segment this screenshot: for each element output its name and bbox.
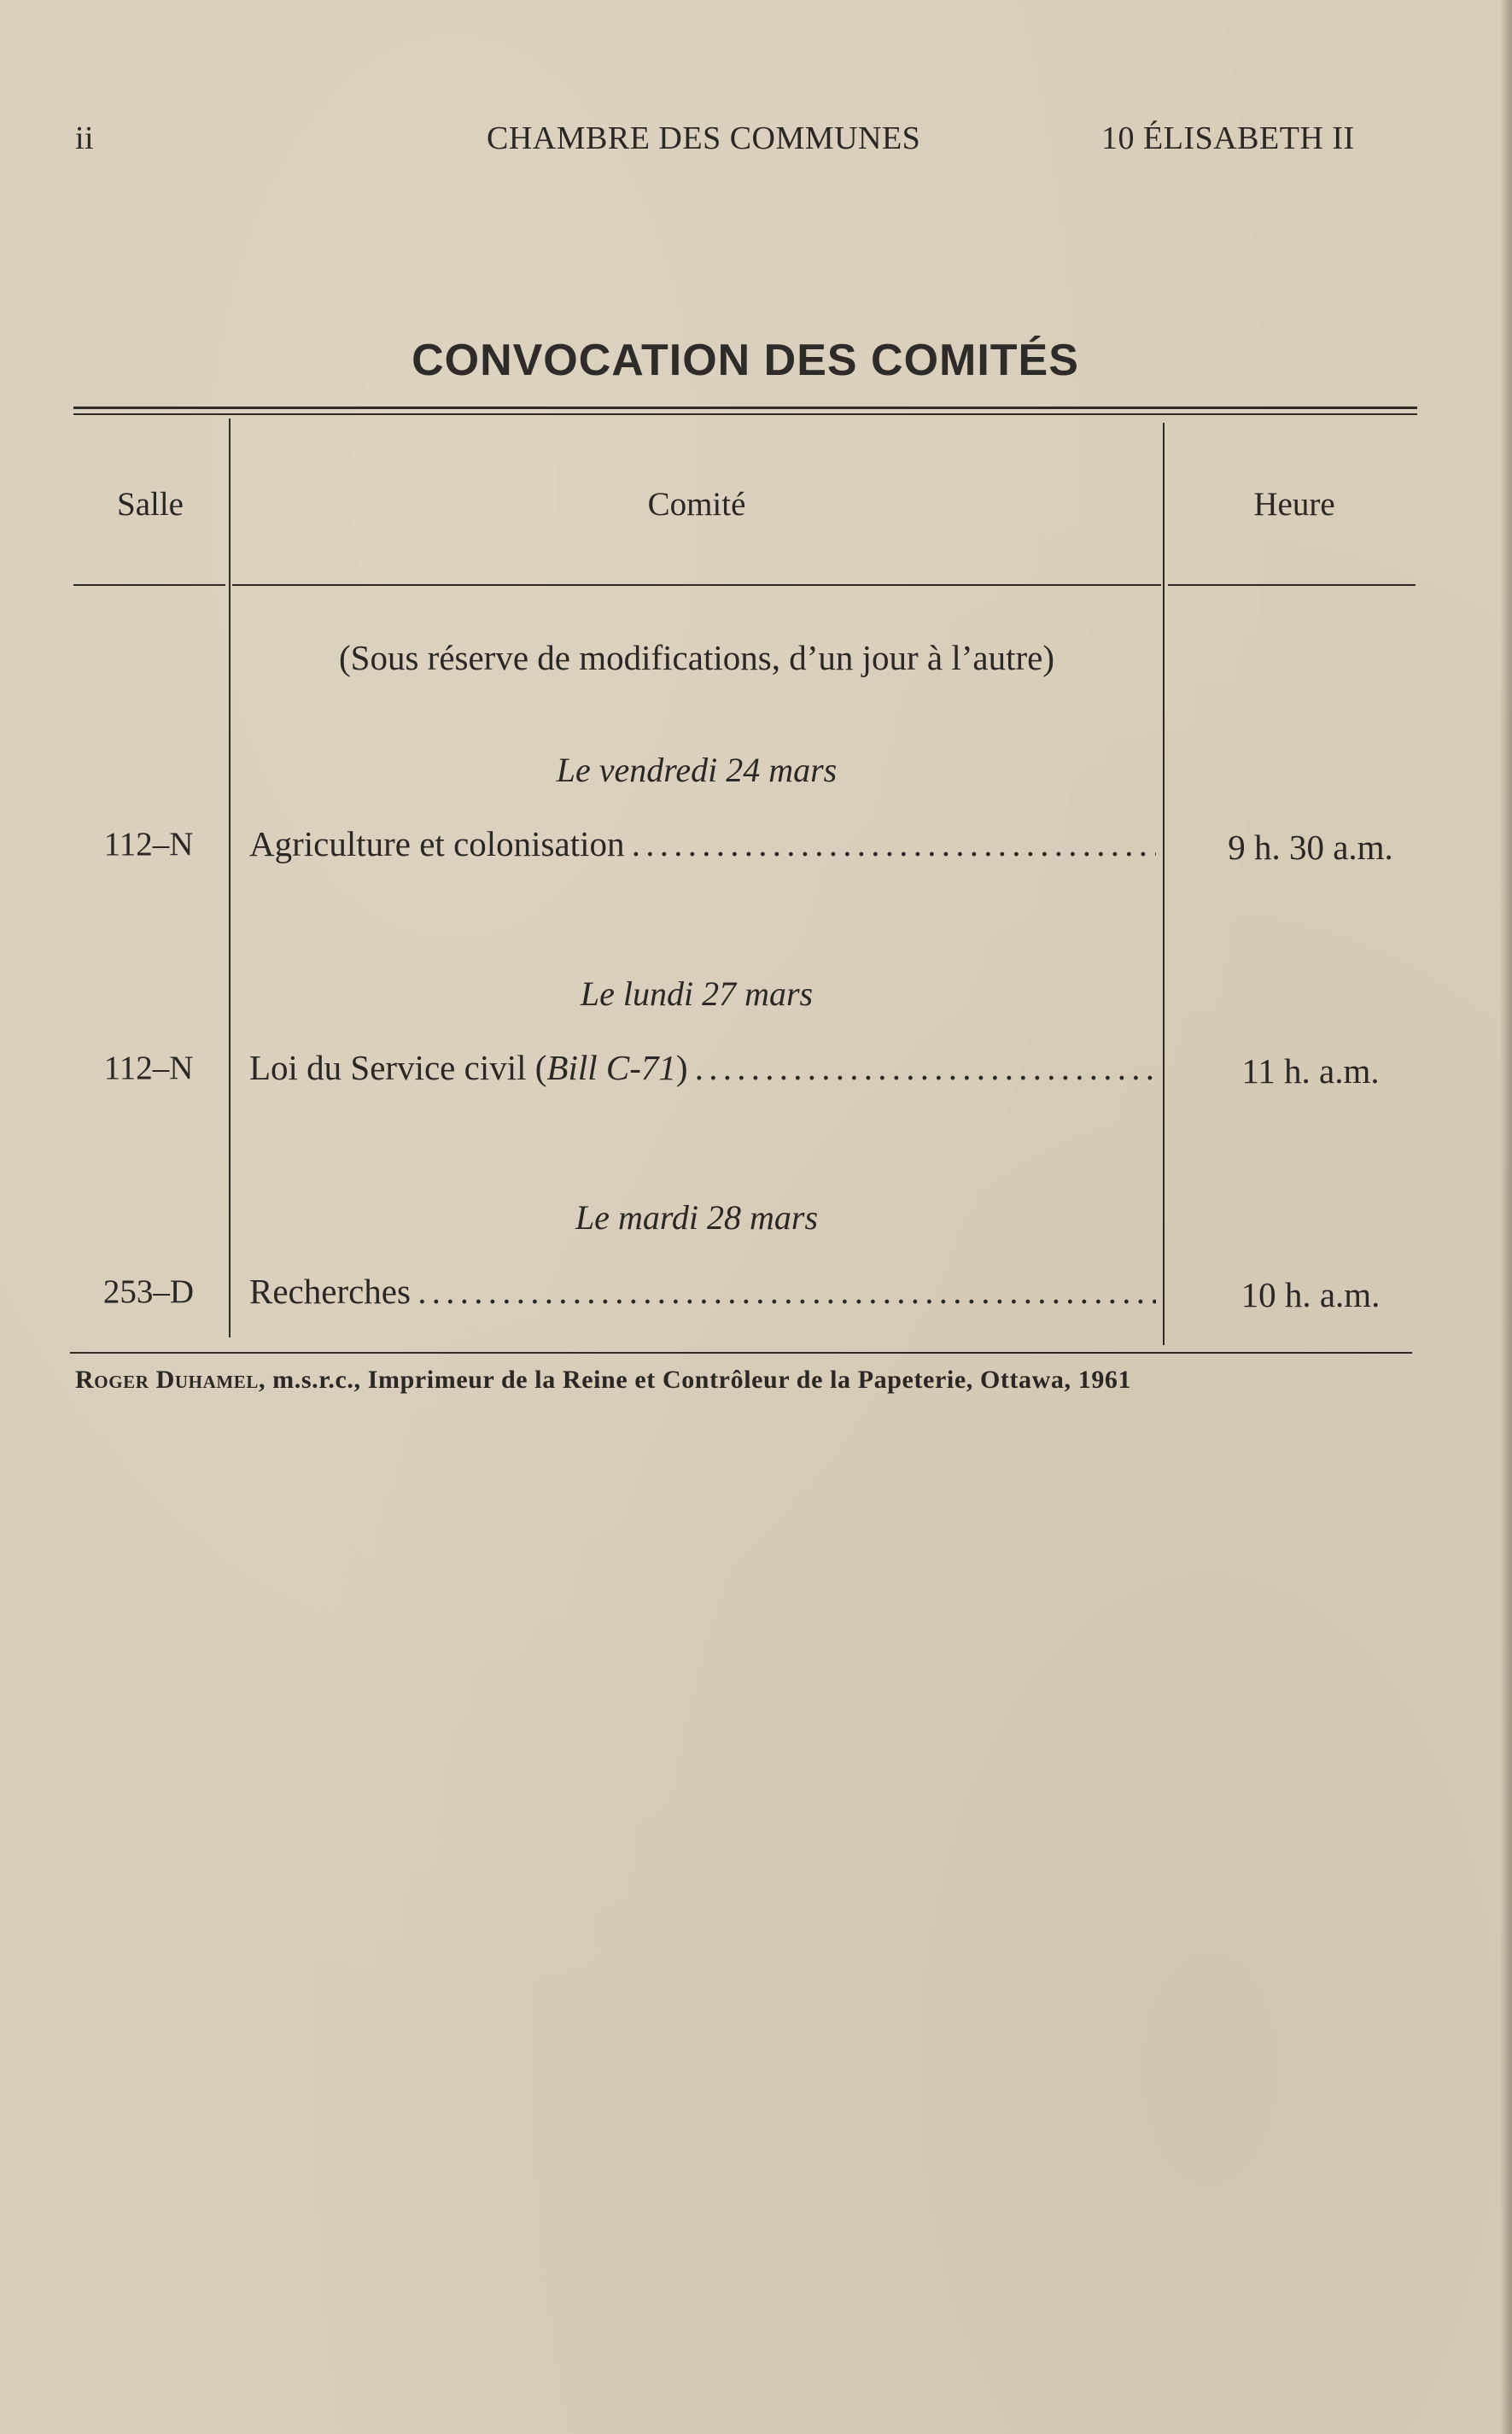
room-number: 112–N: [103, 1050, 194, 1086]
committee-label: Loi du Service civil (: [249, 1048, 547, 1087]
committee-name: [249, 823, 1156, 864]
column-header-time: Heure: [1253, 486, 1335, 523]
column-header-room: Salle: [117, 486, 184, 523]
column-divider-right: [1163, 423, 1165, 1345]
page-title: CONVOCATION DES COMITÉS: [412, 336, 1079, 385]
meeting-time: 9 h. 30 a.m.: [1228, 828, 1393, 867]
table-bottom-rule: [70, 1352, 1412, 1354]
page-edge-shadow: [1500, 0, 1512, 2434]
committee-label-close: ): [675, 1048, 688, 1087]
date-line: Le vendredi 24 mars: [556, 751, 838, 789]
meeting-time: 11 h. a.m.: [1241, 1051, 1380, 1091]
bill-number: Bill C-71: [546, 1048, 676, 1087]
regnal-year: 10 ÉLISABETH II: [1101, 120, 1355, 156]
printer-name: Roger Duhamel: [75, 1366, 259, 1394]
imprint-rest: , m.s.r.c., Imprimeur de la Reine et Contrôleur de la Papeterie, Ottawa, 1961: [258, 1366, 1132, 1394]
header-rule-time: [1168, 584, 1416, 586]
schedule-note: (Sous réserve de modifications, d’un jour à l’autre): [339, 638, 1054, 677]
header-rule-committee: [232, 584, 1161, 586]
committee-label: Agriculture et colonisation: [249, 824, 625, 863]
committee-label: Recherches: [249, 1272, 411, 1311]
date-line: Le lundi 27 mars: [580, 974, 814, 1013]
title-rule-top: [73, 407, 1417, 409]
committee-name: [249, 1047, 1156, 1088]
page-folio: ii: [75, 120, 95, 156]
printer-imprint: [75, 1366, 1475, 1395]
house-name: CHAMBRE DES COMMUNES: [487, 120, 921, 156]
column-header-committee: Comité: [647, 486, 746, 523]
date-line: Le mardi 28 mars: [575, 1198, 819, 1237]
committee-name: [249, 1271, 1156, 1312]
room-number: 253–D: [102, 1273, 195, 1310]
title-rule-bottom: [73, 413, 1417, 415]
running-head: [0, 120, 1512, 162]
meeting-time: 10 h. a.m.: [1241, 1275, 1381, 1314]
room-number: 112–N: [103, 826, 194, 863]
header-rule-room: [73, 584, 225, 586]
